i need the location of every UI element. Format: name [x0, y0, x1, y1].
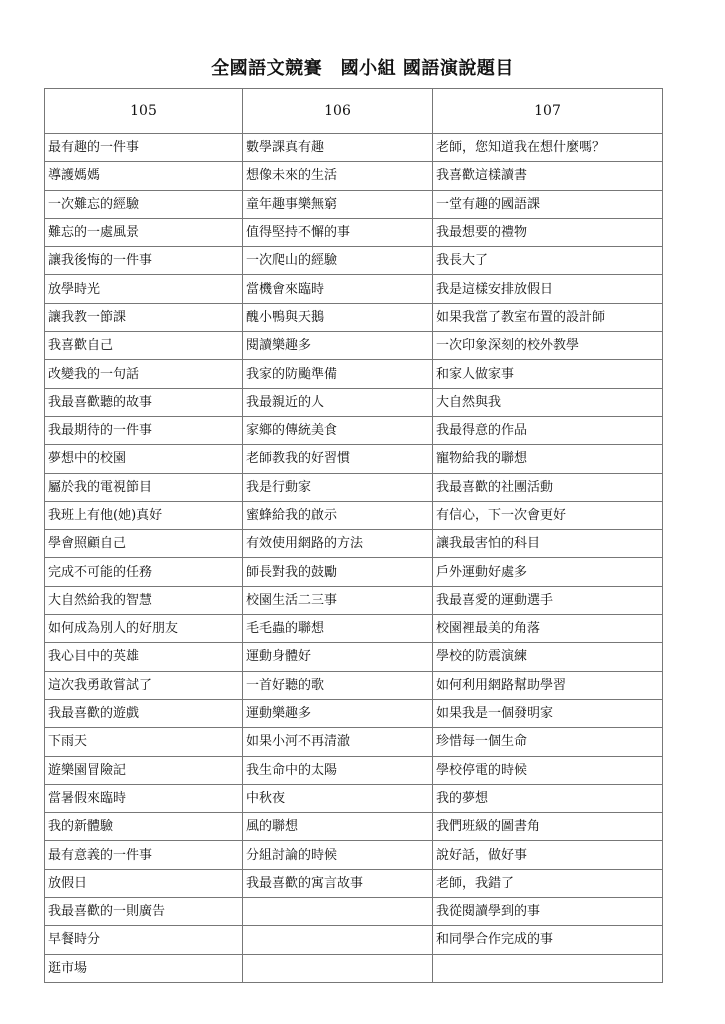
table-cell: 學校停電的時候 — [433, 756, 663, 784]
table-cell: 我最喜歡的寓言故事 — [243, 869, 433, 897]
topics-table — [44, 88, 663, 983]
table-cell: 一首好聽的歌 — [243, 671, 433, 699]
table-row — [45, 671, 663, 699]
table-cell: 我喜歡這樣讀書 — [433, 162, 663, 190]
table-body — [45, 134, 663, 983]
table-cell: 改變我的一句話 — [45, 360, 243, 388]
table-cell: 當暑假來臨時 — [45, 784, 243, 812]
table-cell: 這次我勇敢嘗試了 — [45, 671, 243, 699]
table-row — [45, 134, 663, 162]
table-cell: 我最喜歡的社團活動 — [433, 473, 663, 501]
table-cell: 放學時光 — [45, 275, 243, 303]
table-cell: 我心目中的英雄 — [45, 643, 243, 671]
table-cell: 我最期待的一件事 — [45, 416, 243, 444]
table-cell — [243, 898, 433, 926]
table-cell: 值得堅持不懈的事 — [243, 218, 433, 246]
table-cell: 老師，您知道我在想什麼嗎？ — [433, 134, 663, 162]
table-cell: 我們班級的圖書角 — [433, 813, 663, 841]
table-cell: 我最喜歡的遊戲 — [45, 699, 243, 727]
table-row — [45, 416, 663, 444]
table-cell: 我喜歡自己 — [45, 332, 243, 360]
table-cell — [243, 954, 433, 982]
document-title: 全國語文競賽 國小組 國語演說題目 — [211, 58, 514, 79]
table-cell: 一次爬山的經驗 — [243, 247, 433, 275]
table-cell: 一次印象深刻的校外教學 — [433, 332, 663, 360]
table-cell: 大自然與我 — [433, 388, 663, 416]
table-cell: 學校的防震演練 — [433, 643, 663, 671]
table-cell: 醜小鴨與天鵝 — [243, 303, 433, 331]
table-row — [45, 247, 663, 275]
table-row — [45, 728, 663, 756]
table-cell: 夢想中的校園 — [45, 445, 243, 473]
table-cell: 放假日 — [45, 869, 243, 897]
table-cell: 我最想要的禮物 — [433, 218, 663, 246]
table-cell: 閱讀樂趣多 — [243, 332, 433, 360]
table-cell: 戶外運動好處多 — [433, 558, 663, 586]
table-cell: 難忘的一處風景 — [45, 218, 243, 246]
table-cell: 最有意義的一件事 — [45, 841, 243, 869]
table-cell: 童年趣事樂無窮 — [243, 190, 433, 218]
table-cell: 大自然給我的智慧 — [45, 586, 243, 614]
table-cell: 我班上有他(她)真好 — [45, 501, 243, 529]
table-cell: 運動樂趣多 — [243, 699, 433, 727]
table-cell: 學會照顧自己 — [45, 530, 243, 558]
table-row — [45, 558, 663, 586]
table-row — [45, 275, 663, 303]
table-cell: 分組討論的時候 — [243, 841, 433, 869]
table-cell: 蜜蜂給我的啟示 — [243, 501, 433, 529]
table-cell: 遊樂園冒險記 — [45, 756, 243, 784]
table-cell: 完成不可能的任務 — [45, 558, 243, 586]
table-row — [45, 615, 663, 643]
table-row — [45, 162, 663, 190]
table-cell: 我家的防颱準備 — [243, 360, 433, 388]
table-row — [45, 388, 663, 416]
header-row — [45, 89, 663, 134]
table-row — [45, 586, 663, 614]
table-row — [45, 530, 663, 558]
table-cell: 校園裡最美的角落 — [433, 615, 663, 643]
table-row — [45, 332, 663, 360]
column-header-105: 105 — [45, 89, 243, 134]
table-cell: 寵物給我的聯想 — [433, 445, 663, 473]
table-row — [45, 784, 663, 812]
table-cell: 如何成為別人的好朋友 — [45, 615, 243, 643]
table-cell: 我的新體驗 — [45, 813, 243, 841]
table-cell: 我最喜歡的一則廣告 — [45, 898, 243, 926]
table-cell: 我是行動家 — [243, 473, 433, 501]
table-row — [45, 445, 663, 473]
table-cell: 有效使用網路的方法 — [243, 530, 433, 558]
table-cell: 家鄉的傳統美食 — [243, 416, 433, 444]
table-cell — [243, 926, 433, 954]
table-cell: 和家人做家事 — [433, 360, 663, 388]
column-header-106: 106 — [243, 89, 433, 134]
table-cell: 屬於我的電視節目 — [45, 473, 243, 501]
table-cell: 我生命中的太陽 — [243, 756, 433, 784]
table-cell: 導護媽媽 — [45, 162, 243, 190]
table-cell: 我最得意的作品 — [433, 416, 663, 444]
table-cell: 說好話，做好事 — [433, 841, 663, 869]
table-row — [45, 898, 663, 926]
table-row — [45, 190, 663, 218]
table-cell: 師長對我的鼓勵 — [243, 558, 433, 586]
table-row — [45, 501, 663, 529]
table-cell: 我的夢想 — [433, 784, 663, 812]
table-cell: 當機會來臨時 — [243, 275, 433, 303]
table-row — [45, 841, 663, 869]
table-cell: 讓我最害怕的科目 — [433, 530, 663, 558]
table-cell: 如何利用網路幫助學習 — [433, 671, 663, 699]
table-cell: 我從閱讀學到的事 — [433, 898, 663, 926]
table-cell — [433, 954, 663, 982]
table-row — [45, 869, 663, 897]
table-cell: 中秋夜 — [243, 784, 433, 812]
table-row — [45, 954, 663, 982]
table-cell: 我長大了 — [433, 247, 663, 275]
table-cell: 和同學合作完成的事 — [433, 926, 663, 954]
table-row — [45, 643, 663, 671]
table-cell: 如果我當了教室布置的設計師 — [433, 303, 663, 331]
table-cell: 我是這樣安排放假日 — [433, 275, 663, 303]
table-cell: 如果我是一個發明家 — [433, 699, 663, 727]
table-cell: 我最喜歡聽的故事 — [45, 388, 243, 416]
table-cell: 讓我教一節課 — [45, 303, 243, 331]
table-cell: 下雨天 — [45, 728, 243, 756]
table-row — [45, 756, 663, 784]
table-row — [45, 360, 663, 388]
table-row — [45, 473, 663, 501]
table-row — [45, 699, 663, 727]
table-cell: 如果小河不再清澈 — [243, 728, 433, 756]
table-cell: 數學課真有趣 — [243, 134, 433, 162]
table-cell: 早餐時分 — [45, 926, 243, 954]
table-cell: 讓我後悔的一件事 — [45, 247, 243, 275]
table-cell: 想像未來的生活 — [243, 162, 433, 190]
table-cell: 最有趣的一件事 — [45, 134, 243, 162]
table-cell: 老師教我的好習慣 — [243, 445, 433, 473]
table-row — [45, 303, 663, 331]
table-cell: 我最喜愛的運動選手 — [433, 586, 663, 614]
table-cell: 風的聯想 — [243, 813, 433, 841]
table-cell: 老師，我錯了 — [433, 869, 663, 897]
table-cell: 逛市場 — [45, 954, 243, 982]
table-row — [45, 926, 663, 954]
table-row — [45, 813, 663, 841]
table-cell: 有信心，下一次會更好 — [433, 501, 663, 529]
table-cell: 珍惜每一個生命 — [433, 728, 663, 756]
table-cell: 我最親近的人 — [243, 388, 433, 416]
table-cell: 運動身體好 — [243, 643, 433, 671]
column-header-107: 107 — [433, 89, 663, 134]
table-cell: 毛毛蟲的聯想 — [243, 615, 433, 643]
table-cell: 校園生活二三事 — [243, 586, 433, 614]
table-cell: 一次難忘的經驗 — [45, 190, 243, 218]
table-cell: 一堂有趣的國語課 — [433, 190, 663, 218]
table-row — [45, 218, 663, 246]
